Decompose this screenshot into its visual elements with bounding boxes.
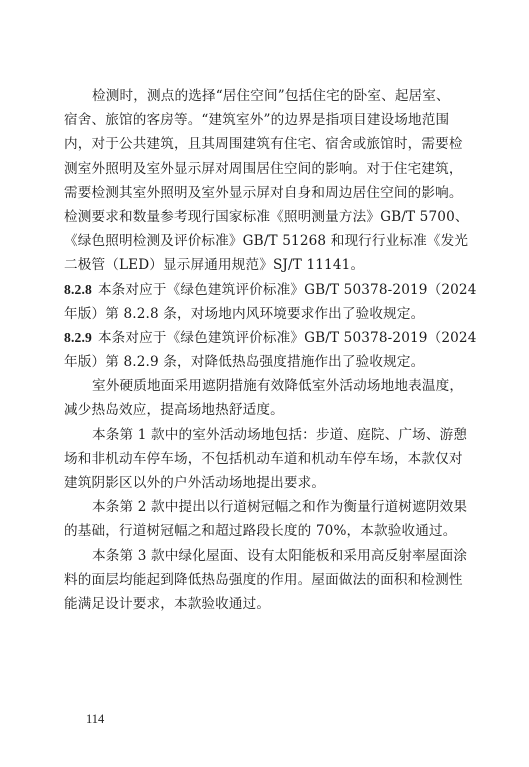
- line-text: 室外硬质地面采用遮阴措施有效降低室外活动场地地表温度，: [92, 378, 464, 395]
- text-line: [64, 302, 472, 326]
- line-text: 年版）第 8.2.9 条，对降低热岛强度措施作出了验收规定。: [64, 354, 425, 371]
- line-text: 减少热岛效应，提高场地热舒适度。: [64, 402, 284, 419]
- text-line: [64, 544, 472, 568]
- text-line: [64, 398, 472, 422]
- line-text: 能满足设计要求，本款验收通过。: [64, 595, 271, 612]
- text-line: [64, 157, 472, 181]
- text-line: [64, 132, 472, 156]
- clause-line: [64, 278, 477, 302]
- body-text: [64, 84, 477, 616]
- text-line: [64, 84, 472, 108]
- line-text: 检测要求和数量参考现行国家标准《照明测量方法》GB/T 5700、: [64, 208, 469, 225]
- text-line: [64, 350, 472, 374]
- line-text: 本条第 1 款中的室外活动场地包括：步道、庭院、广场、游憩: [92, 426, 468, 443]
- text-line: [64, 592, 472, 616]
- text-line: [64, 447, 472, 471]
- line-text: 场和非机动车停车场，不包括机动车道和机动车停车场，本款仅对: [64, 450, 463, 467]
- line-text: 建筑阴影区以外的户外活动场地提出要求。: [64, 475, 326, 491]
- text-line: [64, 181, 472, 205]
- line-text: 料的面层均能起到降低热岛强度的作用。屋面做法的面积和检测性: [64, 571, 463, 588]
- text-line: [64, 253, 472, 277]
- line-text: 二极管（LED）显示屏通用规范》SJ/T 11141。: [64, 257, 365, 274]
- line-text: 需要检测其室外照明及室外显示屏对自身和周边居住空间的影响。: [64, 184, 463, 201]
- line-text: 检测时，测点的选择“居住空间”包括住宅的卧室、起居室、: [92, 88, 450, 104]
- line-text: 的基础，行道树冠幅之和超过路段长度的 70%，本款验收通过。: [64, 523, 457, 540]
- page-number: 114: [86, 712, 105, 726]
- line-text: 《绿色照明检测及评价标准》GB/T 51268 和现行行业标准《发光: [64, 233, 469, 250]
- text-line: [64, 471, 472, 495]
- clause-number: 8.2.9: [64, 329, 92, 345]
- text-line: [64, 108, 472, 132]
- clause-number: 8.2.8: [64, 281, 92, 297]
- line-text: 内，对于公共建筑，且其周围建筑有住宅、宿舍或旅馆时，需要检: [64, 136, 463, 153]
- clause-line: [64, 326, 477, 350]
- text-line: [64, 423, 472, 447]
- text-line: [64, 519, 472, 543]
- text-line: [64, 205, 472, 229]
- line-text: 本条对应于《绿色建筑评价标准》GB/T 50378-2019（2024: [97, 281, 477, 298]
- text-line: [64, 495, 472, 519]
- line-text: 宿舍、旅馆的客房等。“建筑室外”的边界是指项目建设场地范围: [64, 112, 450, 129]
- text-line: [64, 229, 472, 253]
- text-line: [64, 568, 472, 592]
- line-text: 年版）第 8.2.8 条，对场地内风环境要求作出了验收规定。: [64, 305, 425, 322]
- line-text: 本条对应于《绿色建筑评价标准》GB/T 50378-2019（2024: [97, 329, 477, 346]
- line-text: 本条第 3 款中绿化屋面、设有太阳能板和采用高反射率屋面涂: [92, 547, 468, 564]
- line-text: 测室外照明及室外显示屏对周围居住空间的影响。对于住宅建筑，: [64, 160, 463, 177]
- text-line: [64, 374, 472, 398]
- line-text: 本条第 2 款中提出以行道树冠幅之和作为衡量行道树遮阴效果: [92, 499, 468, 516]
